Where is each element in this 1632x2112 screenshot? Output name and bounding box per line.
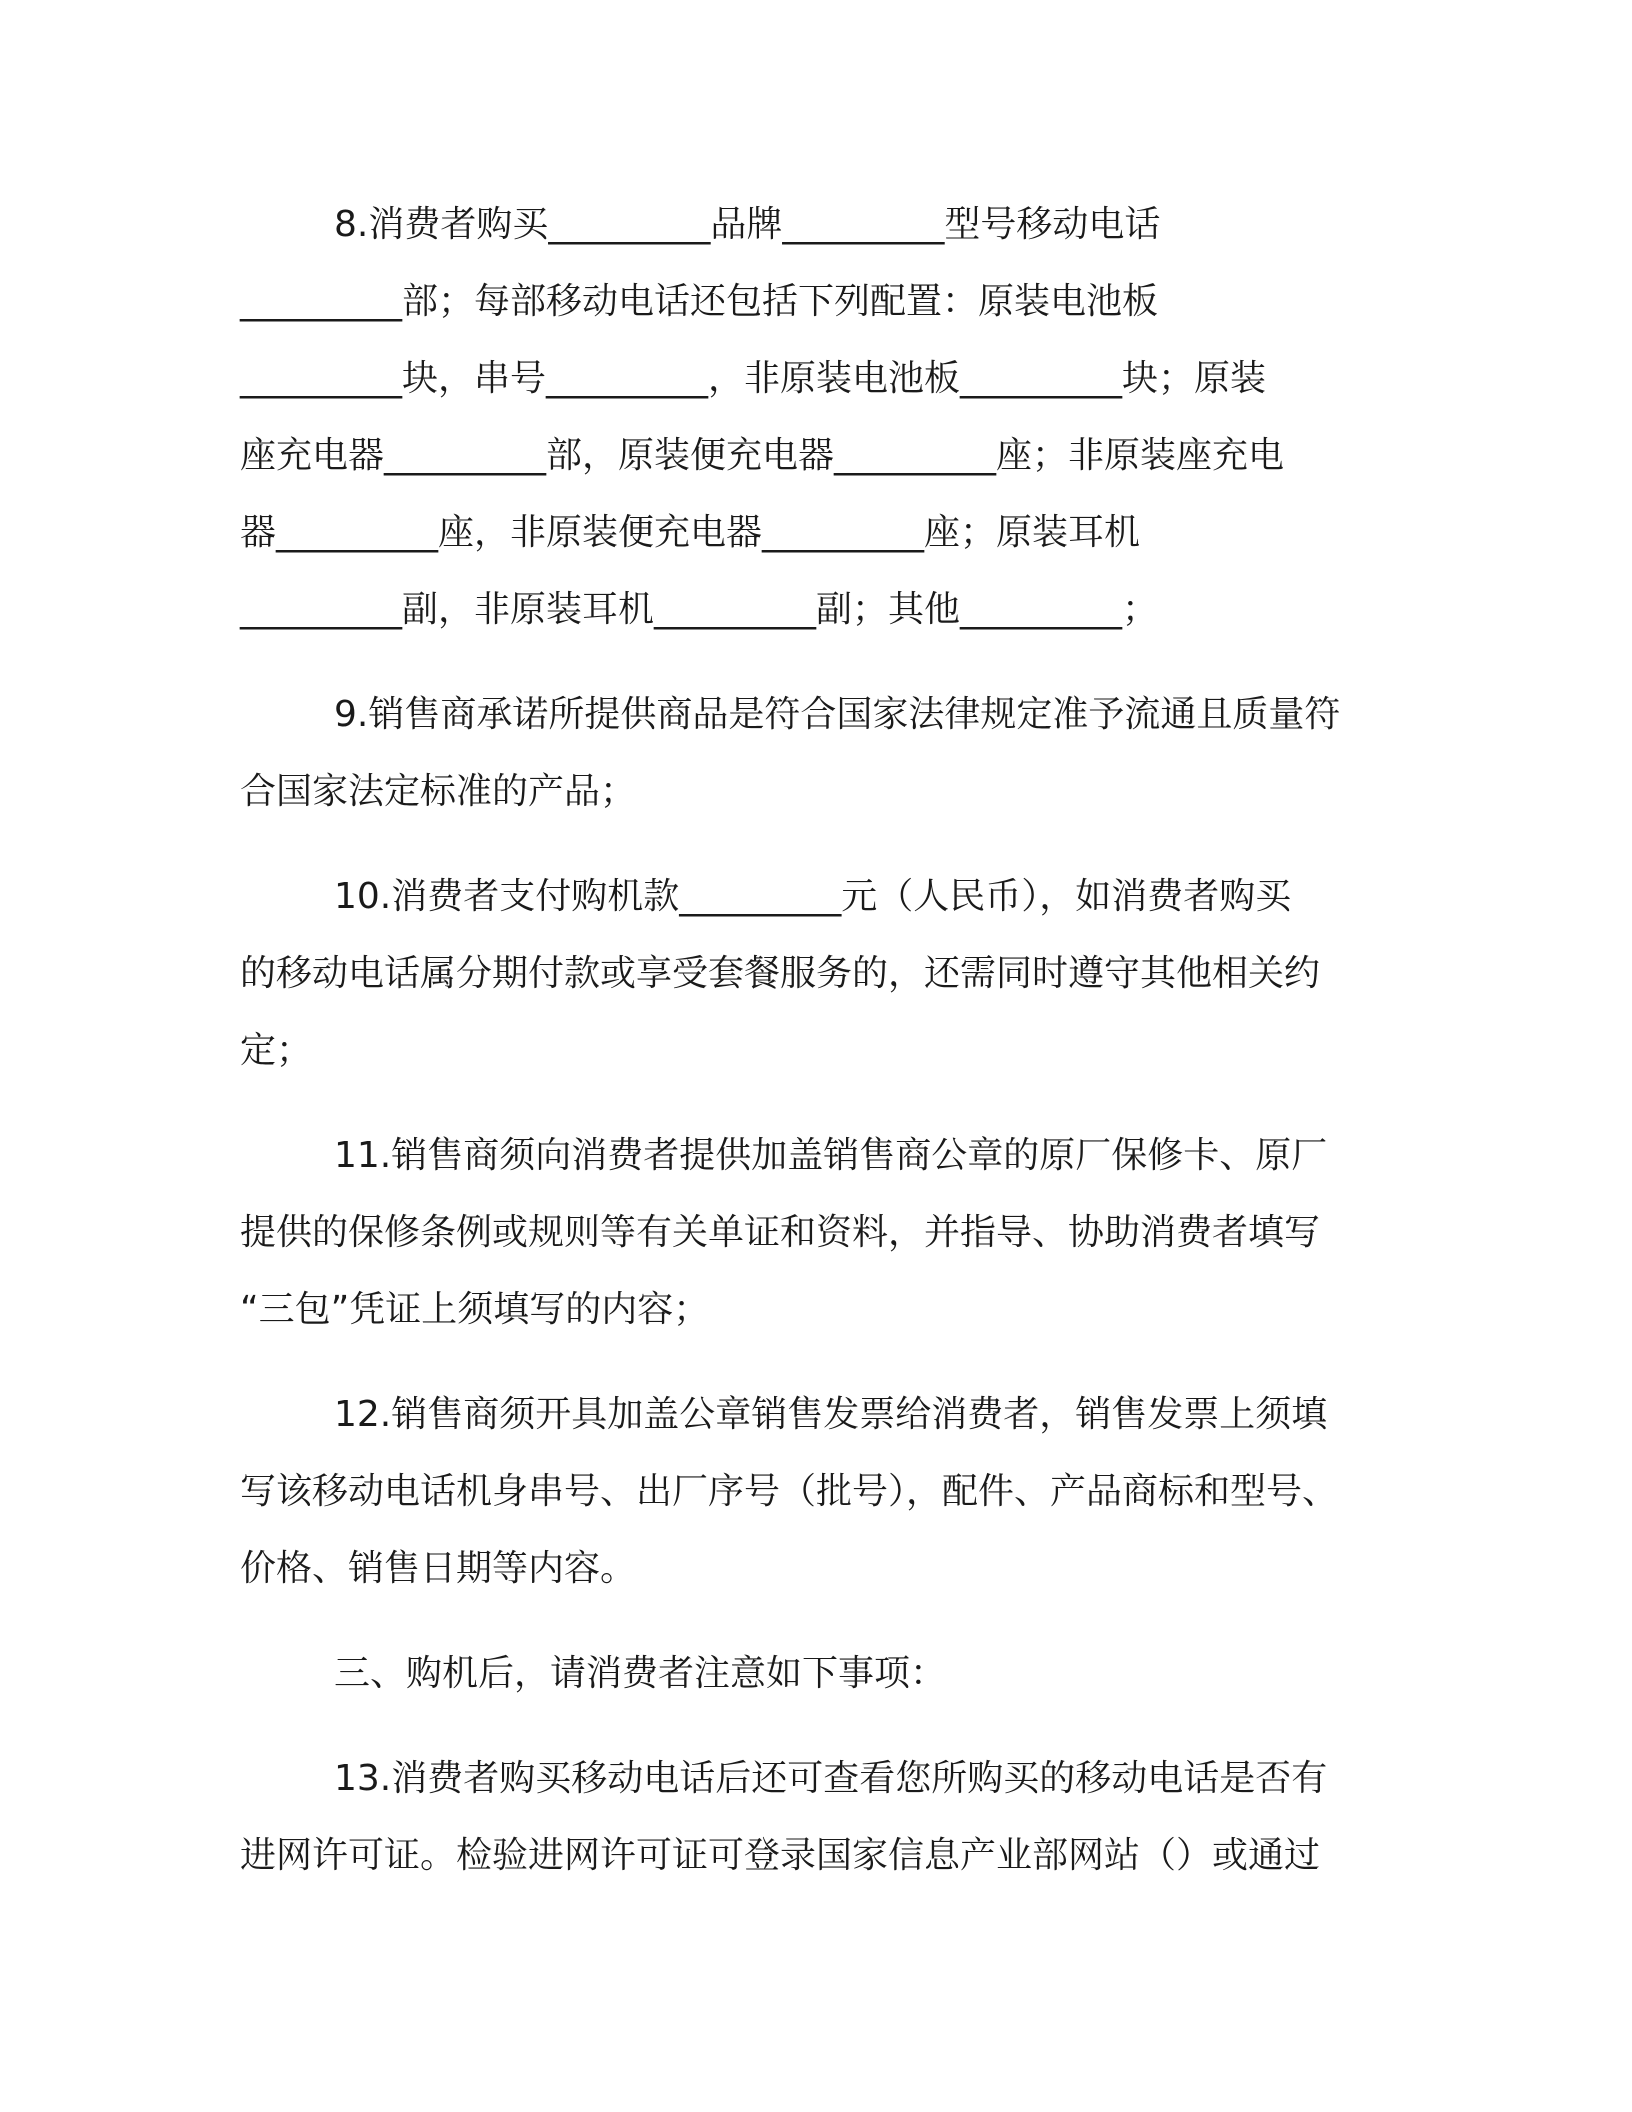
paragraph-item-13 [240,1740,1390,1894]
section-heading [240,1635,1390,1712]
text-line: 写该移动电话机身串号、出厂序号（批号），配件、产品商标和型号、 [240,1471,1339,1512]
text-line: 的移动电话属分期付款或享受套餐服务的，还需同时遵守其他相关约 [240,953,1321,994]
paragraph-item-8 [240,186,1390,648]
text-line: _________副，非原装耳机_________副；其他_________； [240,589,1159,630]
paragraph-item-10 [240,858,1390,1089]
text-line: 12.销售商须开具加盖公章销售发票给消费者，销售发票上须填 [334,1394,1328,1435]
text-line: 价格、销售日期等内容。 [240,1548,637,1589]
text-line: 11.销售商须向消费者提供加盖销售商公章的原厂保修卡、原厂 [334,1135,1328,1176]
paragraph-item-11 [240,1117,1390,1348]
text-line: 10.消费者支付购机款_________元（人民币），如消费者购买 [334,876,1292,917]
text-line: 定； [240,1030,313,1071]
document-page [240,186,1390,1922]
section-title: 三、购机后，请消费者注意如下事项： [334,1653,947,1694]
text-line: 器_________座，非原装便充电器_________座；原装耳机 [240,512,1141,553]
text-line: _________块，串号_________，非原装电池板_________块；原装 [240,358,1267,399]
text-line: 进网许可证。检验进网许可证可登录国家信息产业部网站（）或通过 [240,1835,1321,1876]
text-line: _________部；每部移动电话还包括下列配置：原装电池板 [240,281,1159,322]
text-line: 提供的保修条例或规则等有关单证和资料，并指导、协助消费者填写 [240,1212,1321,1253]
text-line: 合国家法定标准的产品； [240,771,637,812]
paragraph-item-12 [240,1376,1390,1607]
text-line: 13.消费者购买移动电话后还可查看您所购买的移动电话是否有 [334,1758,1328,1799]
paragraph-item-9 [240,676,1390,830]
text-line: “三包”凭证上须填写的内容； [240,1289,710,1330]
text-line: 8.消费者购买_________品牌_________型号移动电话 [334,204,1161,245]
text-line: 座充电器_________部，原装便充电器_________座；非原装座充电 [240,435,1285,476]
text-line: 9.销售商承诺所提供商品是符合国家法律规定准予流通且质量符 [334,694,1341,735]
